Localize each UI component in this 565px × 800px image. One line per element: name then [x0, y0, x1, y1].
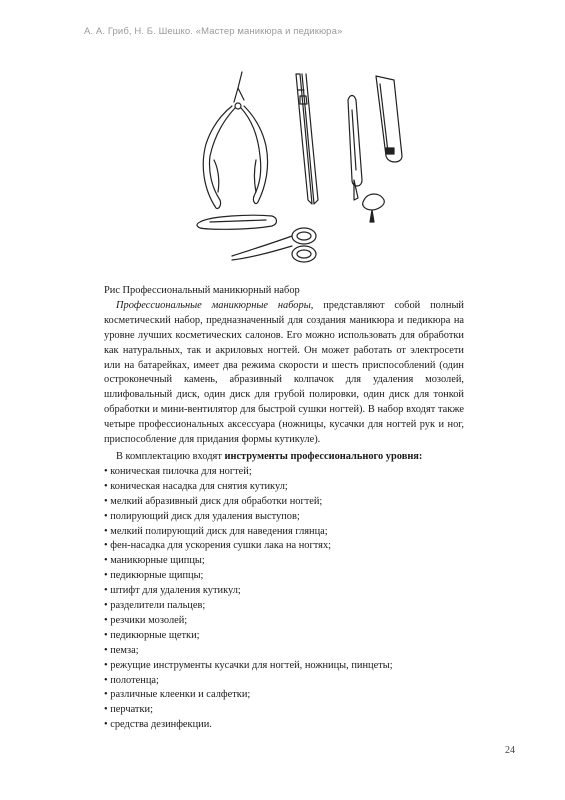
list-item: • разделители пальцев;	[104, 599, 464, 614]
italic-term: Профессиональные маникюрные наборы	[116, 299, 311, 311]
leather-case-icon	[376, 76, 402, 162]
list-intro	[104, 450, 464, 465]
list-item: • фен-насадка для ускорения сушки лака на ногтях;	[104, 539, 464, 554]
figure-caption: Рис Профессиональный маникюрный набор	[104, 285, 300, 296]
list-item: • полотенца;	[104, 674, 464, 689]
page-number: 24	[505, 745, 515, 756]
list-item: • средства дезинфекции.	[104, 718, 464, 733]
running-header: А. А. Гриб, Н. Б. Шешко. «Мастер маникюра и педикюра»	[84, 26, 343, 37]
list-item: • штифт для удаления кутикул;	[104, 584, 464, 599]
list-item: • пемза;	[104, 644, 464, 659]
manicure-set-illustration	[180, 60, 430, 280]
nail-file-icon	[197, 215, 277, 229]
list-item: • мелкий абразивный диск для обработки ногтей;	[104, 495, 464, 510]
list-item: • перчатки;	[104, 703, 464, 718]
list-intro-text: В комплектацию входят	[116, 450, 225, 462]
list-item: • различные клеенки и салфетки;	[104, 688, 464, 703]
tools-list	[104, 465, 464, 733]
list-item: • коническая пилочка для ногтей;	[104, 465, 464, 480]
list-item: • резчики мозолей;	[104, 614, 464, 629]
list-item: • маникюрные щипцы;	[104, 554, 464, 569]
list-item: • педикюрные щетки;	[104, 629, 464, 644]
pusher-file-icon	[348, 96, 362, 201]
description-paragraph	[104, 299, 464, 448]
scissors-icon	[232, 228, 316, 262]
paragraph-text: , представляют собой полный косметический набор, предназначенный для создания маникюра и педикюра на уровне лучших косметических салонов. Его можно использовать для обработки как натуральных, так и акриловых ногтей. Он может работать от электросети или на батарейках, имеет два режима скорости и шесть приспособлений (один остроконечный камень, абразивный колпачок для удаления мозолей, шлифовальный диск, один диск для грубой полировки, один диск для тонкой обработки и мини-вентилятор для быстрой сушки ногтей). В набор входят также четыре профессиональных аксессуара (ножницы, кусачки для ногтей рук и ног, приспособление для придания формы кутикуле).	[104, 299, 464, 446]
list-item: • мелкий полирующий диск для наведения глянца;	[104, 525, 464, 540]
list-intro-bold: инструменты профессионального уровня:	[224, 450, 423, 462]
list-item: • педикюрные щипцы;	[104, 569, 464, 584]
cuticle-nipper-icon	[203, 72, 267, 209]
page-content	[104, 284, 464, 733]
list-item: • режущие инструменты кусачки для ногтей, ножницы, пинцеты;	[104, 659, 464, 674]
list-item: • коническая насадка для снятия кутикул;	[104, 480, 464, 495]
tweezers-icon	[296, 74, 318, 204]
list-item: • полирующий диск для удаления выступов;	[104, 510, 464, 525]
rubber-tip-icon	[363, 194, 385, 222]
